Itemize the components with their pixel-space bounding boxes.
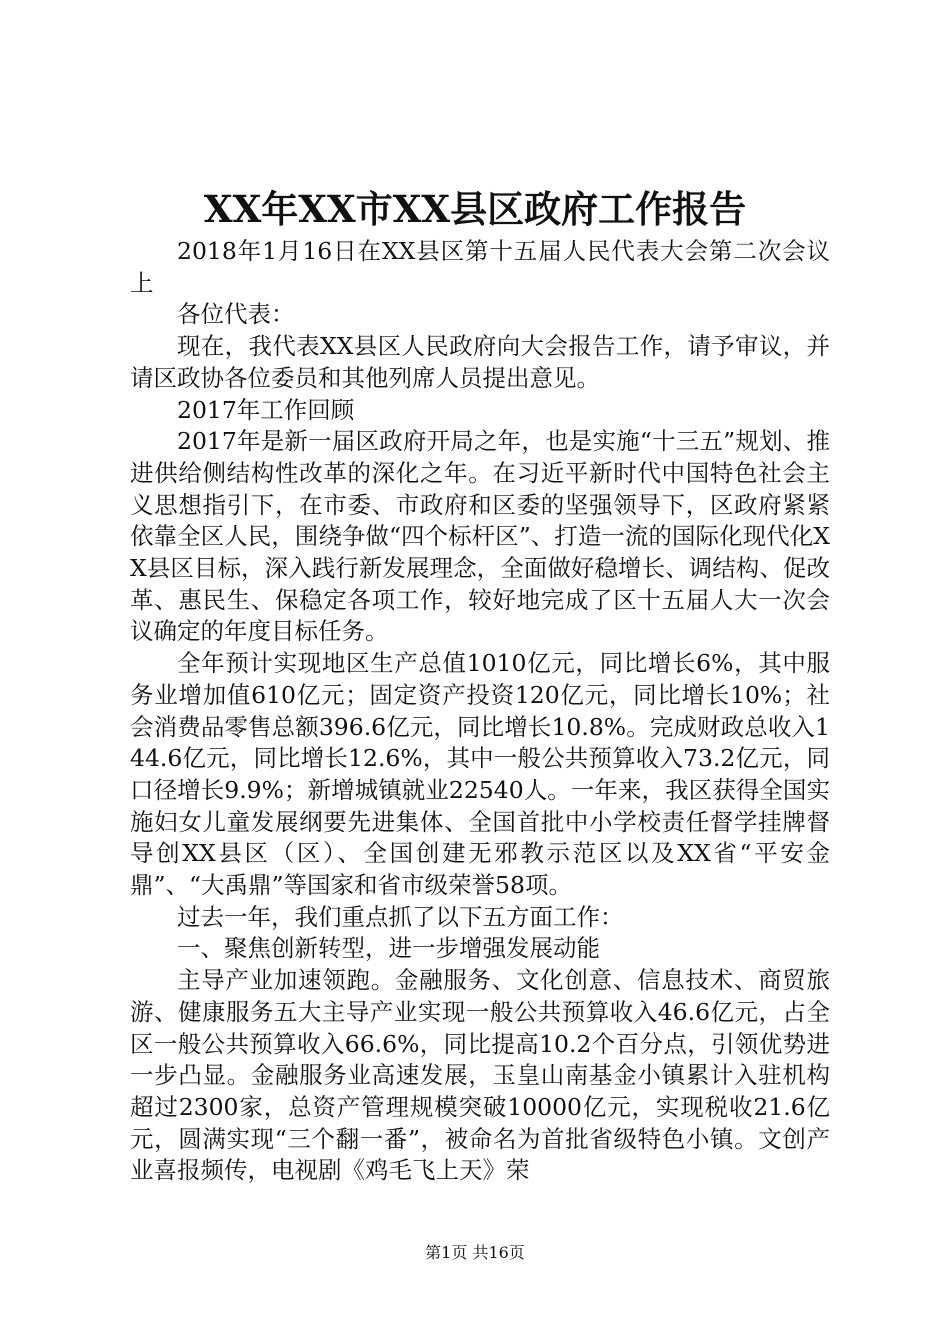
page-number-footer: 第1页 共16页	[425, 1243, 525, 1262]
statistics-paragraph: 全年预计实现地区生产总值1010亿元，同比增长6%，其中服务业增加值610亿元；固定资产投资120亿元，同比增长10%；社会消费品零售总额396.6亿元，同比增长10.8%。完成财政总收入144.6亿元，同比增长12.6%，其中一般公共预算收入73.2亿元，同口径增长9.9%；新增城镇就业22540人。一年来，我区获得全国实施妇女儿童发展纲要先进集体、全国首批中小学校责任督学挂牌督导创XX县区（区）、全国创建无邪教示范区以及XX省“平安金鼎”、“大禹鼎”等国家和省市级荣誉58项。	[130, 649, 830, 900]
section-heading-innovation: 一、聚焦创新转型，进一步增强发展动能	[177, 934, 600, 963]
salutation-paragraph: 各位代表：	[177, 300, 295, 329]
intro-paragraph: 现在，我代表XX县区人民政府向大会报告工作，请予审议，并请区政协各位委员和其他列席人员提出意见。	[130, 332, 830, 392]
work-summary-paragraph: 过去一年，我们重点抓了以下五方面工作：	[177, 902, 624, 931]
document-body	[130, 236, 830, 1187]
industry-paragraph: 主导产业加速领跑。金融服务、文化创意、信息技术、商贸旅游、健康服务五大主导产业实现一般公共预算收入46.6亿元，占全区一般公共预算收入66.6%，同比提高10.2个百分点，引领优势进一步凸显。金融服务业高速发展，玉皇山南基金小镇累计入驻机构超过2300家，总资产管理规模突破10000亿元，实现税收21.6亿元，圆满实现“三个翻一番”，被命名为首批省级特色小镇。文创产业喜报频传，电视剧《鸡毛飞上天》荣	[130, 966, 830, 1185]
document-title: XX年XX市XX县区政府工作报告	[203, 187, 747, 231]
meeting-info-paragraph: 2018年1月16日在XX县区第十五届人民代表大会第二次会议上	[130, 237, 830, 297]
section-heading-review: 2017年工作回顾	[177, 395, 355, 424]
overview-paragraph: 2017年是新一届区政府开局之年，也是实施“十三五”规划、推进供给侧结构性改革的深化之年。在习近平新时代中国特色社会主义思想指引下，在市委、市政府和区委的坚强领导下，区政府紧紧依靠全区人民，围绕争做“四个标杆区”、打造一流的国际化现代化XX县区目标，深入践行新发展理念，全面做好稳增长、调结构、促改革、惠民生、保稳定各项工作，较好地完成了区十五届人大一次会议确定的年度目标任务。	[130, 427, 830, 646]
